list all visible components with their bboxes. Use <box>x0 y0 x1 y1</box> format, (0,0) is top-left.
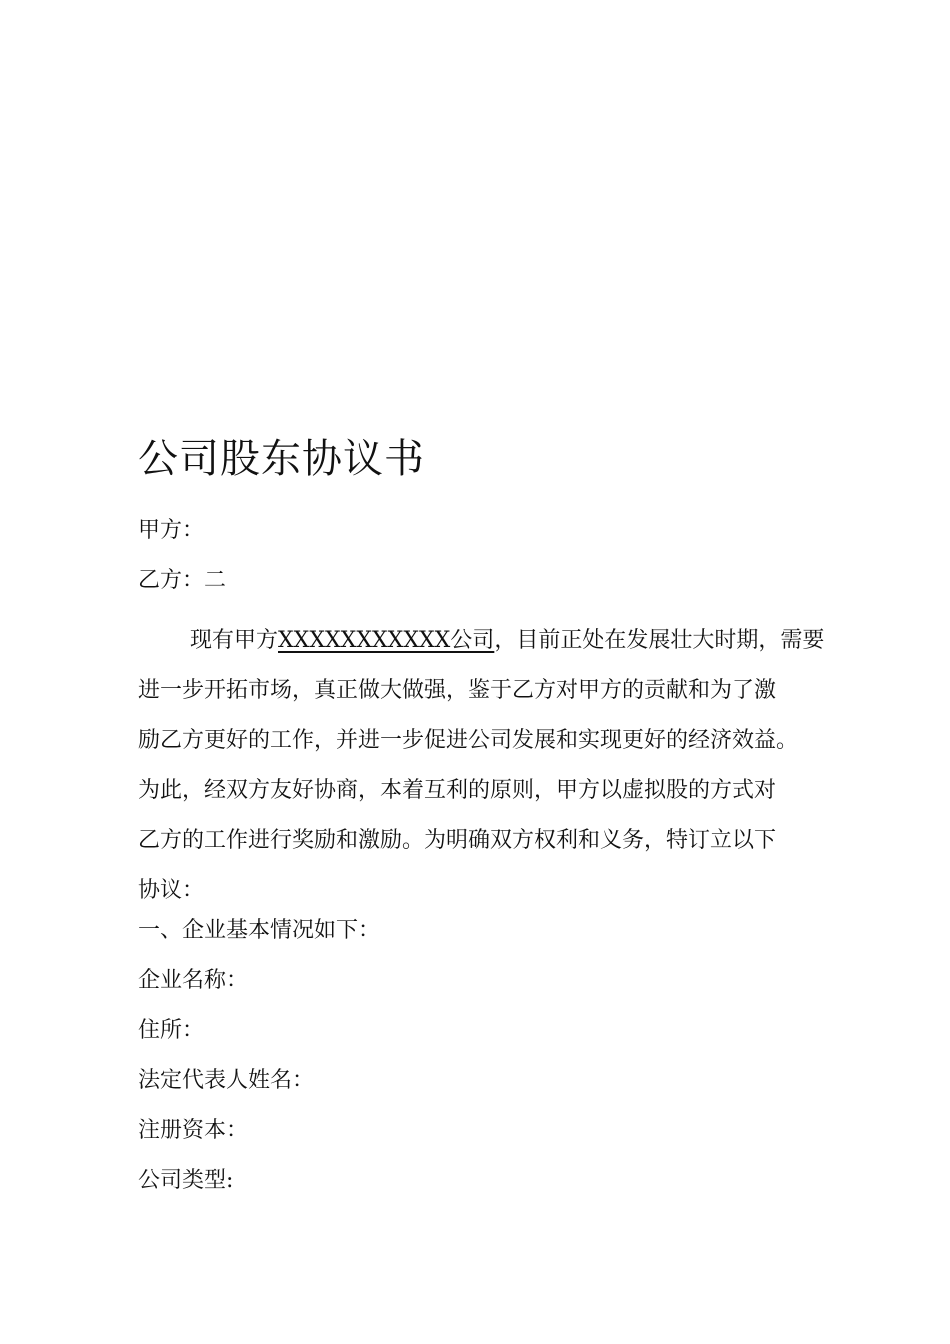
intro-line-2: 进一步开拓市场，真正做大做强，鉴于乙方对甲方的贡献和为了激 <box>138 678 777 703</box>
section-1-heading: 一、企业基本情况如下： <box>138 918 381 943</box>
field-legal-representative: 法定代表人姓名： <box>138 1068 315 1093</box>
party-a-label: 甲方： <box>138 518 205 543</box>
intro-line-1 <box>138 616 838 666</box>
party-b-label: 乙方：二 <box>138 568 227 593</box>
document-title: 公司股东协议书 <box>138 436 425 482</box>
company-name-placeholder: XXXXXXXXXXX公司 <box>278 628 495 653</box>
intro-line-1-post: ，目前正处在发展壮大时期，需要 <box>494 628 825 653</box>
field-address: 住所： <box>138 1018 205 1043</box>
field-company-type: 公司类型: <box>138 1168 234 1193</box>
field-company-name: 企业名称： <box>138 968 249 993</box>
intro-line-4: 为此，经双方友好协商，本着互利的原则，甲方以虚拟股的方式对 <box>138 778 777 803</box>
field-registered-capital: 注册资本： <box>138 1118 249 1143</box>
intro-line-6: 协议： <box>138 878 205 903</box>
intro-line-3: 励乙方更好的工作，并进一步促进公司发展和实现更好的经济效益。 <box>138 728 799 753</box>
intro-line-5: 乙方的工作进行奖励和激励。为明确双方权利和义务，特订立以下 <box>138 828 777 853</box>
intro-line-1-pre: 现有甲方 <box>190 628 279 653</box>
intro-paragraph <box>138 616 838 916</box>
